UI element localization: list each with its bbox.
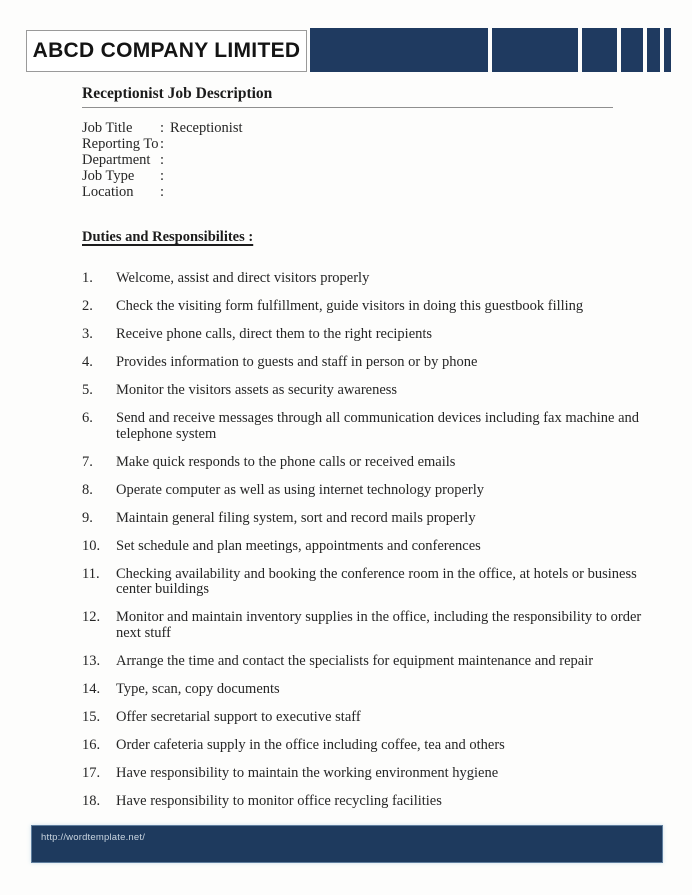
job-detail-colon: : [160,184,165,200]
job-detail-row [82,136,648,152]
duties-item-number: 5. [82,382,93,398]
duties-item [82,299,648,315]
duties-item-text: Provides information to guests and staff in person or by phone [116,354,478,370]
duties-item [82,738,648,754]
duties-item-number: 10. [82,537,101,554]
duties-item-number: 12. [82,609,101,625]
company-name: ABCD COMPANY LIMITED [32,39,301,62]
duties-item [82,654,648,670]
job-detail-row [82,184,648,200]
duties-item-number: 13. [82,652,101,669]
job-detail-row [82,152,648,168]
job-detail-row [82,120,648,136]
duties-item-text: Set schedule and plan meetings, appointments and conferences [116,537,481,554]
duties-item [82,271,648,287]
job-detail-colon: : [160,152,165,168]
footer-url: http://wordtemplate.net/ [41,832,146,843]
title-rule [82,107,613,108]
duties-item-number: 14. [82,680,101,697]
header-accent-bar [621,28,643,72]
duties-item-number: 9. [82,509,93,526]
duties-heading [82,229,648,246]
duties-item-number: 18. [82,792,101,809]
duties-item-text: Welcome, assist and direct visitors properly [116,270,370,286]
job-detail-label: Job Title [82,120,133,136]
duties-item-number: 11. [82,565,100,582]
duties-item-text: Receive phone calls, direct them to the right recipients [116,326,433,342]
duties-item [82,511,648,527]
duties-item-number: 8. [82,481,93,498]
duties-item [82,327,648,343]
page-header [0,0,692,72]
header-accent-bar [582,28,617,72]
duties-item-text: Checking availability and booking the conference room in the office, at hotels or business center buildings [116,565,637,597]
duties-item-text: Check the visiting form fulfillment, guide visitors in doing this guestbook filling [116,298,584,314]
duties-item [82,383,648,399]
duties-item [82,567,648,598]
duties-item-text: Order cafeteria supply in the office including coffee, tea and others [116,736,505,753]
job-detail-colon: : [160,168,165,184]
duties-heading-text: Duties and Responsibilites : [82,229,254,245]
duties-item-number: 15. [82,708,101,725]
header-accent-bar [647,28,660,72]
job-detail-value: Receptionist [170,120,243,136]
duties-item-text: Arrange the time and contact the specialists for equipment maintenance and repair [116,652,594,669]
duties-item-text: Make quick responds to the phone calls or received emails [116,453,456,470]
duties-item [82,539,648,555]
job-detail-label: Job Type [82,168,135,184]
duties-item-number: 3. [82,326,93,342]
duties-item-number: 16. [82,736,101,753]
job-detail-label: Location [82,184,134,200]
job-detail-label: Reporting To [82,136,159,152]
job-detail-row [82,168,648,184]
duties-item-number: 2. [82,298,93,314]
job-detail-colon: : [160,120,165,136]
duties-item [82,610,648,641]
duties-item-text: Operate computer as well as using internet technology properly [116,481,485,498]
duties-item-text: Type, scan, copy documents [116,680,280,697]
job-detail-colon: : [160,136,165,152]
job-details [82,120,648,200]
duties-item [82,766,648,782]
duties-item-number: 17. [82,764,101,781]
document-content [0,85,692,809]
document-title: Receptionist Job Description [82,85,273,102]
duties-item-text: Monitor and maintain inventory supplies in the office, including the responsibility to order next stuff [116,609,642,641]
duties-item-number: 6. [82,410,93,426]
duties-item-text: Have responsibility to maintain the working environment hygiene [116,764,499,781]
duties-item-text: Monitor the visitors assets as security awareness [116,382,398,398]
duties-list [82,271,648,809]
duties-item-number: 1. [82,270,93,286]
duties-item [82,682,648,698]
duties-item-text: Offer secretarial support to executive staff [116,708,361,725]
header-accent-bars [310,28,671,72]
job-detail-label: Department [82,152,151,168]
duties-item [82,710,648,726]
duties-item [82,794,648,810]
header-accent-bar [310,28,488,72]
duties-item [82,355,648,371]
duties-item [82,455,648,471]
duties-item-number: 4. [82,354,93,370]
company-logo-box [26,30,307,72]
header-accent-bar [492,28,578,72]
footer-bar [31,825,663,863]
duties-item-text: Send and receive messages through all communication devices including fax machine and telephone system [116,410,640,442]
duties-item-text: Maintain general filing system, sort and record mails properly [116,509,476,526]
duties-item-text: Have responsibility to monitor office recycling facilities [116,792,442,809]
header-accent-bar [664,28,671,72]
duties-item [82,411,648,442]
duties-item [82,483,648,499]
duties-item-number: 7. [82,453,93,470]
